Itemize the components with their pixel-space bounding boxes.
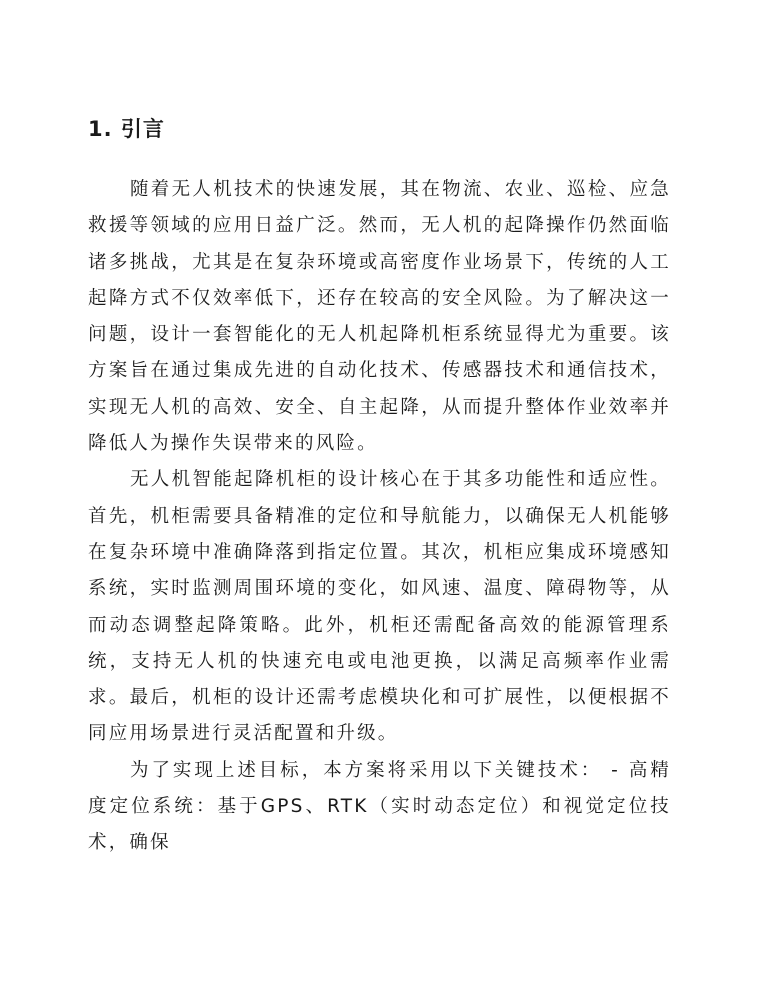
paragraph: 为了实现上述目标，本方案将采用以下关键技术： - 高精度定位系统：基于GPS、RTK（实时动态定位）和视觉定位技术，确保 [88, 759, 671, 854]
paragraph: 随着无人机技术的快速发展，其在物流、农业、巡检、应急救援等领域的应用日益广泛。然而，无人机的起降操作仍然面临诸多挑战，尤其是在复杂环境或高密度作业场景下，传统的人工起降方式不仅效率低下，还存在较高的安全风险。为了解决这一问题，设计一套智能化的无人机起降机柜系统显得尤为重要。该方案旨在通过集成先进的自动化技术、传感器技术和通信技术，实现无人机的高效、安全、自主起降，从而提升整体作业效率并降低人为操作失误带来的风险。 [88, 179, 671, 455]
body-text [88, 172, 671, 862]
section-heading: 1. 引言 [88, 117, 165, 141]
paragraph: 无人机智能起降机柜的设计核心在于其多功能性和适应性。首先，机柜需要具备精准的定位和导航能力，以确保无人机能够在复杂环境中准确降落到指定位置。其次，机柜应集成环境感知系统，实时监测周围环境的变化，如风速、温度、障碍物等，从而动态调整起降策略。此外，机柜还需配备高效的能源管理系统，支持无人机的快速充电或电池更换，以满足高频率作业需求。最后，机柜的设计还需考虑模块化和可扩展性，以便根据不同应用场景进行灵活配置和升级。 [88, 469, 671, 745]
